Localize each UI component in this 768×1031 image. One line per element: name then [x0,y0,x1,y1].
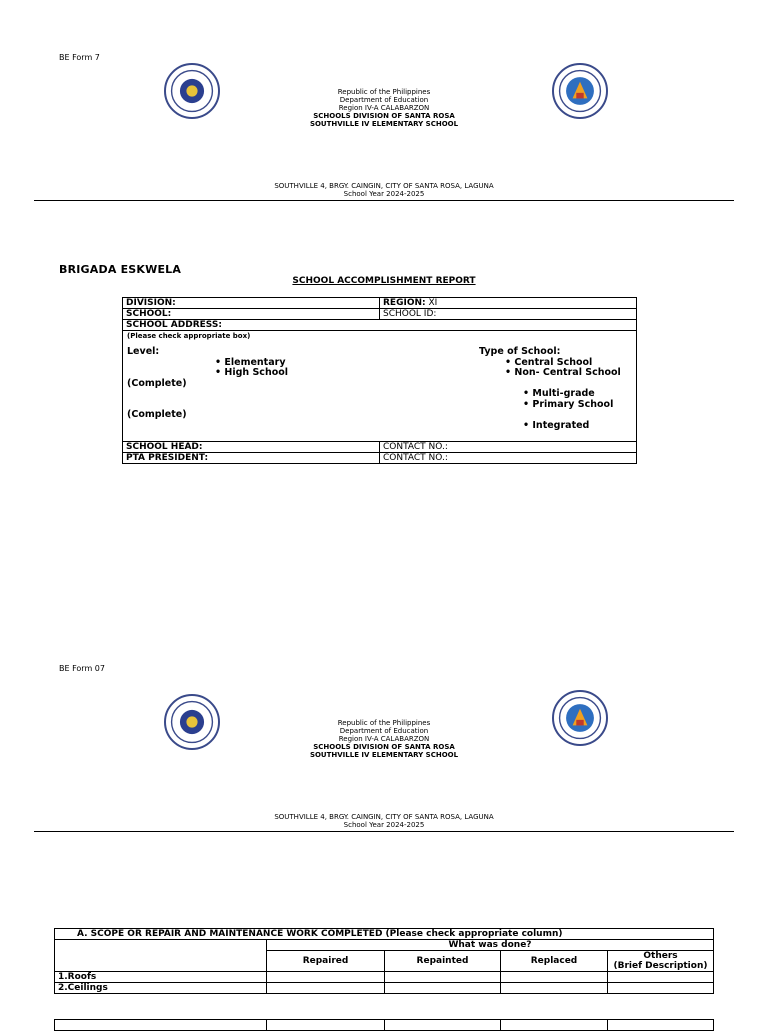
contact-label: CONTACT NO.: [380,442,637,453]
pta-president-label: PTA PRESIDENT: [123,453,380,464]
region-label: REGION: [383,298,426,308]
check-cell[interactable] [267,972,385,983]
header-line: Region IV-A CALABARZON [338,104,430,112]
school-info-table [122,297,637,464]
school-seal-logo [552,690,608,746]
division-label: DIVISION: [123,298,380,309]
check-cell[interactable] [267,983,385,994]
school-address-line [184,813,584,829]
form-number: BE Form 7 [59,53,100,62]
row-label: 1.Roofs [55,972,267,983]
school-year: School Year 2024-2025 [343,190,425,198]
col-repaired: Repaired [267,951,385,972]
header-school: SOUTHVILLE IV ELEMENTARY SCHOOL [309,120,459,128]
school-address-line [184,182,584,198]
what-was-done-header: What was done? [267,940,714,951]
check-cell[interactable] [267,1020,385,1031]
header-line: Department of Education [339,96,429,104]
type-option-integrated[interactable]: • Integrated [523,420,590,431]
col-repainted: Repainted [385,951,501,972]
row-label [55,1020,267,1031]
check-note: (Please check appropriate box) [127,332,251,340]
header-line: Republic of the Philippines [337,719,431,727]
complete-note: (Complete) [127,378,187,389]
type-option-multi-grade[interactable]: • Multi-grade [523,388,595,399]
check-cell[interactable] [385,972,501,983]
header-division: SCHOOLS DIVISION OF SANTA ROSA [313,112,455,120]
header-divider [34,200,734,201]
letterhead [234,88,534,128]
header-division: SCHOOLS DIVISION OF SANTA ROSA [313,743,455,751]
type-option-non-central[interactable]: • Non- Central School [505,367,621,378]
deped-seal-logo [164,694,220,750]
header-line: Republic of the Philippines [337,88,431,96]
check-cell[interactable] [501,972,608,983]
level-option-high-school[interactable]: • High School [215,367,289,378]
report-title: SCHOOL ACCOMPLISHMENT REPORT [292,276,476,286]
header-divider [34,831,734,832]
brigada-title: BRIGADA ESKWELA [59,263,182,276]
col-replaced: Replaced [501,951,608,972]
region-cell[interactable] [380,298,637,309]
address-text: SOUTHVILLE 4, BRGY. CAINGIN, CITY OF SANTA ROSA, LAGUNA [274,813,494,821]
check-cell[interactable] [385,983,501,994]
type-option-central[interactable]: • Central School [505,357,593,368]
school-seal-logo [552,63,608,119]
header-line: Region IV-A CALABARZON [338,735,430,743]
complete-note: (Complete) [127,409,187,420]
school-label: SCHOOL: [123,309,380,320]
school-id-label: SCHOOL ID: [380,309,637,320]
contact-label: CONTACT NO.: [380,453,637,464]
address-text: SOUTHVILLE 4, BRGY. CAINGIN, CITY OF SANTA ROSA, LAGUNA [274,182,494,190]
type-of-school-label: Type of School: [479,346,561,357]
check-cell[interactable] [608,1020,714,1031]
col-others: Others (Brief Description) [608,951,714,972]
item-header-cell [55,940,267,972]
check-cell[interactable] [501,983,608,994]
header-school: SOUTHVILLE IV ELEMENTARY SCHOOL [309,751,459,759]
header-line: Department of Education [339,727,429,735]
level-option-elementary[interactable]: • Elementary [215,357,286,368]
check-cell[interactable] [608,983,714,994]
check-cell[interactable] [501,1020,608,1031]
school-address-label: SCHOOL ADDRESS: [123,320,637,331]
repair-work-table-continued [54,1019,714,1031]
type-option-primary[interactable]: • Primary School [523,399,614,410]
region-value: XI [428,298,438,308]
row-label: 2.Ceilings [55,983,267,994]
level-type-cell [123,331,637,442]
section-a-title: A. SCOPE OR REPAIR AND MAINTENANCE WORK COMPLETED (Please check appropriate column) [55,929,714,940]
level-label: Level: [127,346,160,357]
check-cell[interactable] [385,1020,501,1031]
check-cell[interactable] [608,972,714,983]
school-head-label: SCHOOL HEAD: [123,442,380,453]
deped-seal-logo [164,63,220,119]
repair-work-table [54,928,714,994]
form-number: BE Form 07 [59,664,105,673]
letterhead [234,719,534,759]
school-year: School Year 2024-2025 [343,821,425,829]
